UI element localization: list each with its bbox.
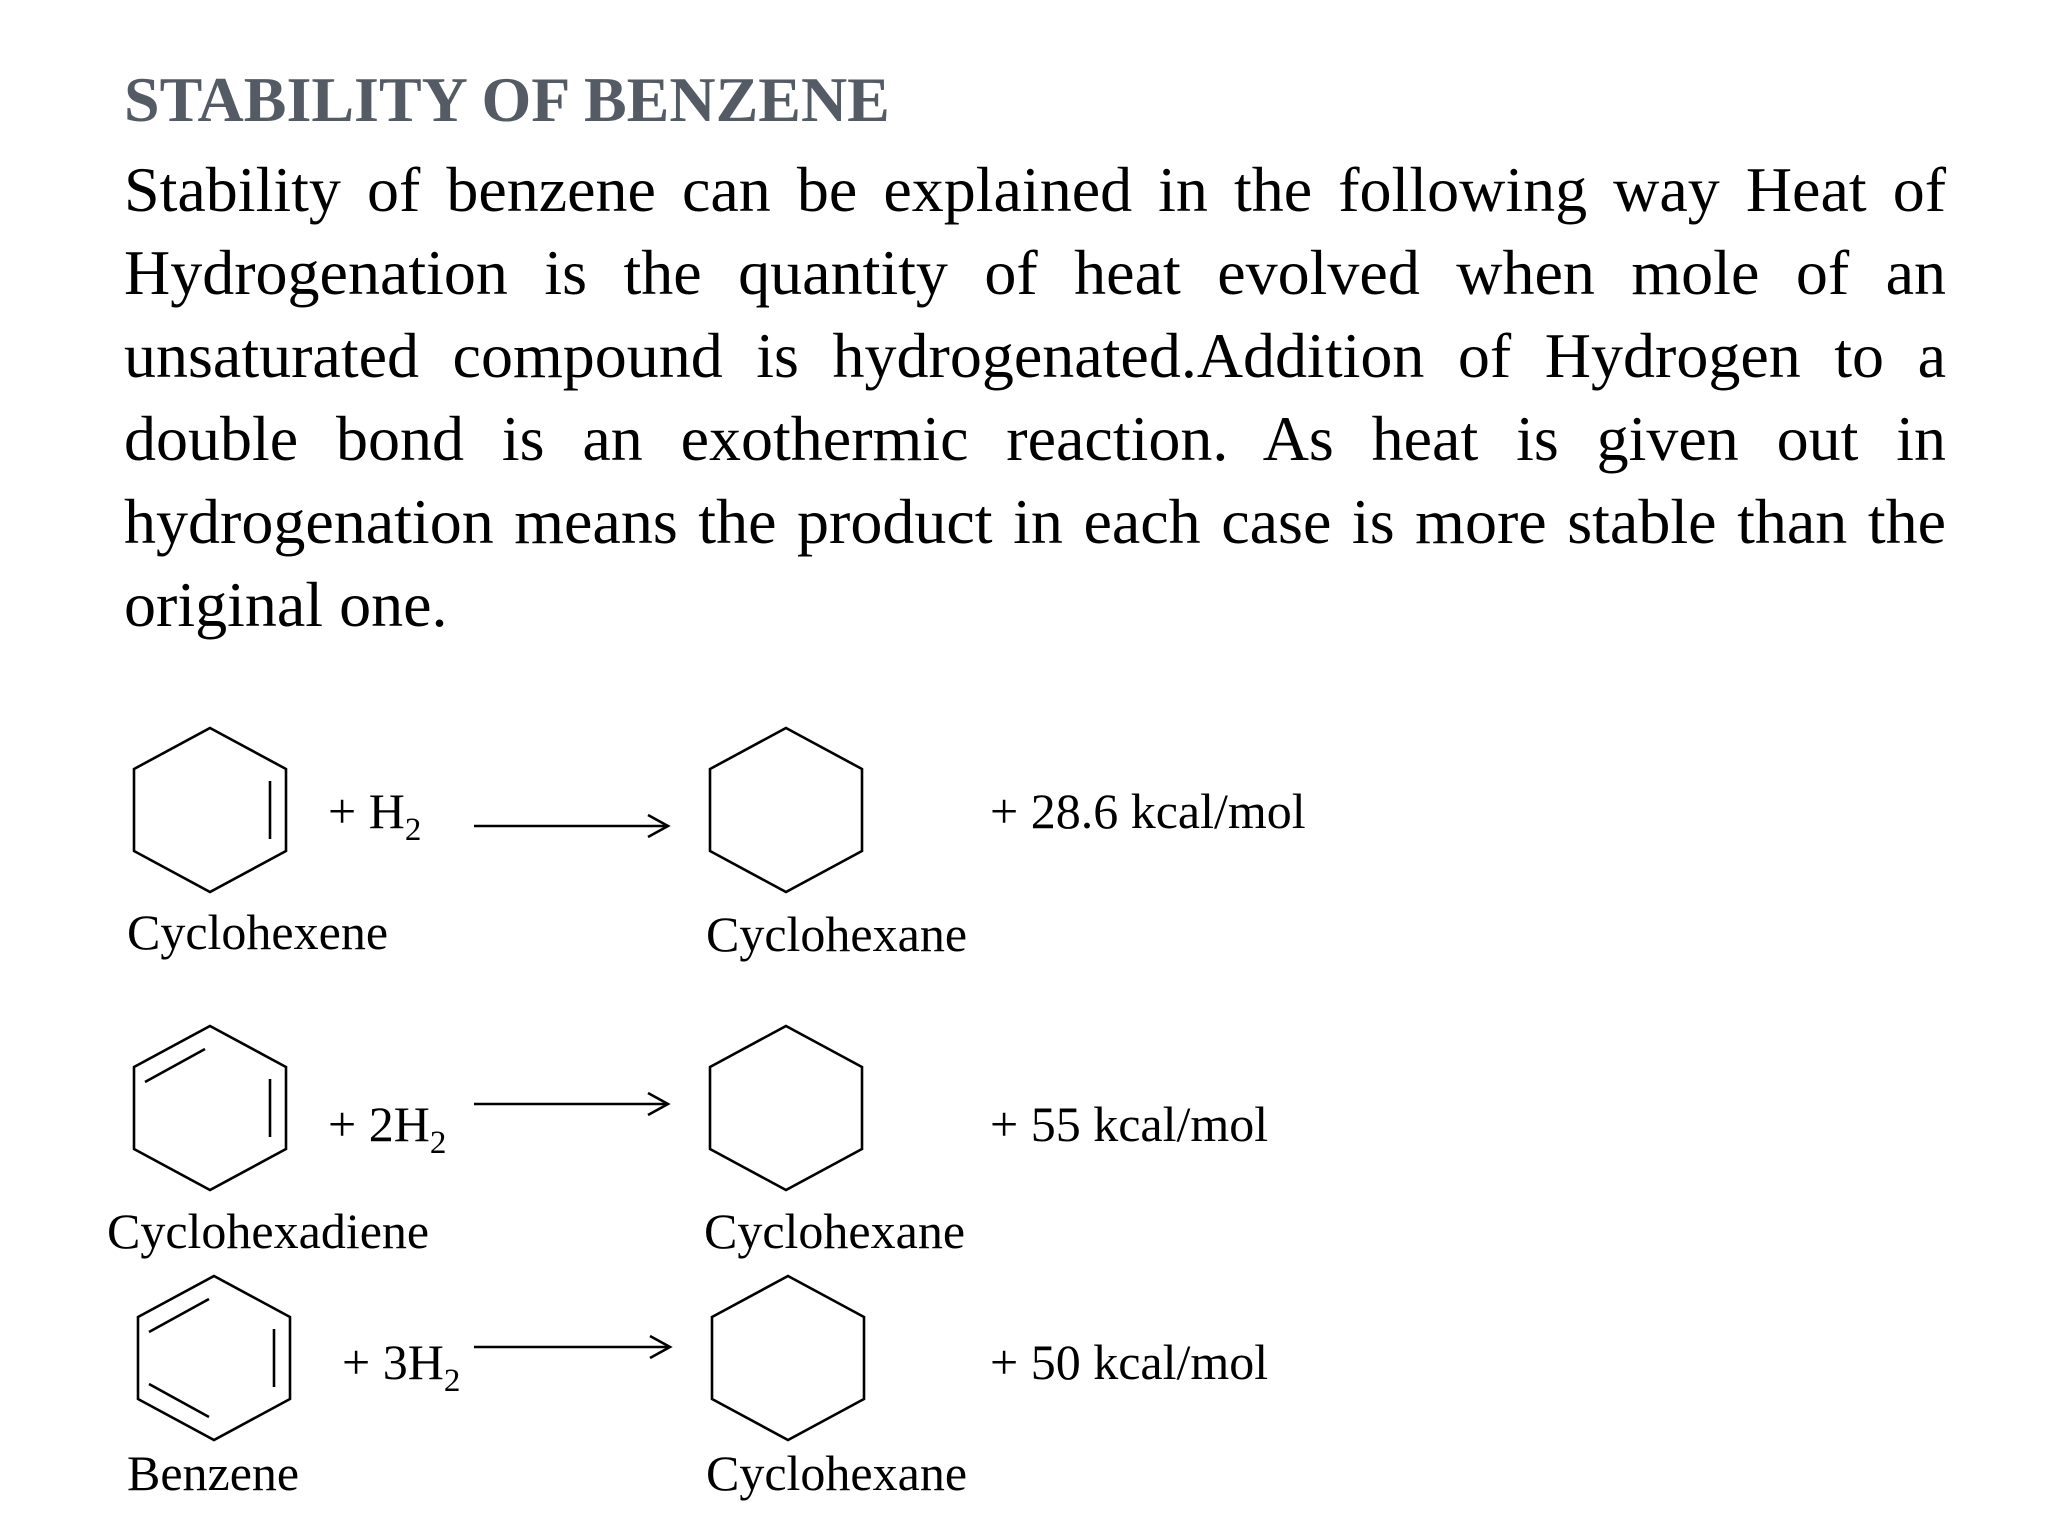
reagent-1: + $H_2$ (328, 783, 422, 848)
reaction-row-3 (127, 1276, 1268, 1501)
cyclohexane-structure-2 (710, 1026, 862, 1190)
reaction-row-1 (127, 728, 1306, 962)
product-name-2: Cyclohexane (704, 1203, 966, 1259)
reaction-row-2 (107, 1026, 1268, 1259)
slide-body-text: Stability of benzene can be explained in the following way Heat of Hydrogenation is the quantity of heat evolved when mole of an unsaturated compound is hydrogenated.Addition of Hydrogen to a double bond is an exothermic reaction. As heat is given out in hydrogenation means the product in each case is more stable than the original one. (124, 154, 1946, 640)
energy-label-2: + 55 kcal/mol (990, 1096, 1269, 1152)
cyclohexane-structure-1 (710, 728, 862, 892)
reagent-3: + $3H_2$ (342, 1334, 461, 1399)
reaction-arrow-2 (474, 1093, 668, 1115)
slide-title: STABILITY OF BENZENE (124, 64, 890, 135)
reactant-name-1: Cyclohexene (127, 904, 389, 960)
product-name-3: Cyclohexane (706, 1445, 968, 1501)
reaction-arrow-1 (474, 815, 668, 837)
cyclohexene-structure (134, 728, 286, 892)
product-name-1: Cyclohexane (706, 906, 968, 962)
cyclohexane-structure-3 (712, 1276, 864, 1440)
benzene-structure (138, 1276, 290, 1440)
cyclohexadiene-structure (134, 1026, 286, 1190)
reaction-arrow-3 (474, 1336, 670, 1358)
energy-label-3: + 50 kcal/mol (990, 1334, 1269, 1390)
reactant-name-2: Cyclohexadiene (107, 1203, 430, 1259)
reagent-2: + $2H_2$ (328, 1096, 447, 1161)
energy-label-1: + 28.6 kcal/mol (990, 783, 1306, 839)
reactant-name-3: Benzene (127, 1445, 300, 1501)
